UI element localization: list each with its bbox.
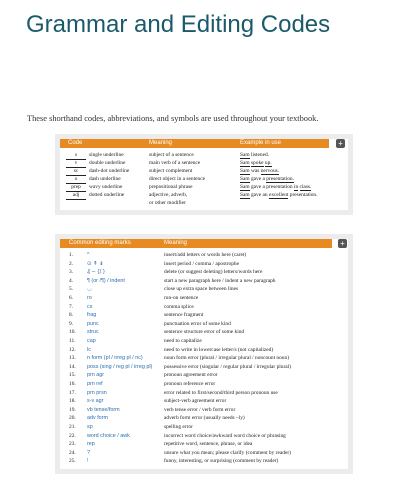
header-editing-marks: Common editing marks [69,240,131,246]
editing-meaning: need to write in lowercase letter/s (not capitalized) [164,346,274,353]
editing-code: prn ref [87,381,103,387]
editing-marks-panel [60,239,348,469]
editing-table-row [60,260,345,268]
editing-table-row [60,320,345,328]
editing-table-row [60,423,345,431]
editing-meaning: pronoun reference error [164,381,216,387]
code-example: Sam listened. [240,152,270,158]
row-number: 3. [69,269,74,276]
code-meaning: prepositional phrase [149,184,193,190]
code-name: single underline [89,152,124,158]
editing-meaning: error related to first/second/third person pronoun use [164,389,278,396]
row-number: 2. [69,260,74,267]
editing-table-row [60,277,345,285]
row-number: 15. [69,372,76,379]
row-number: 10. [69,329,76,336]
code-table-row [60,167,340,175]
row-number: 24. [69,449,76,456]
editing-meaning: close up extra space between lines [164,286,239,293]
editing-meaning: pronoun agreement error [164,372,218,379]
code-table-row [60,199,340,207]
editing-meaning: delete (or suggest deleting) letters/words here [164,269,263,276]
code-meaning: main verb of a sentence [149,160,201,166]
editing-meaning: need to capitalize [164,338,202,344]
editing-code: prn agr [87,372,105,379]
header-example: Example in use [240,140,282,146]
row-number: 20. [69,415,76,422]
row-number: 25. [69,458,76,465]
expand-table-2-plus-icon[interactable]: + [338,239,347,248]
row-number: 17. [69,389,76,396]
editing-table-row [60,414,345,422]
code-mark: sc [66,167,86,176]
row-number: 6. [69,295,74,301]
row-number: 16. [69,381,76,387]
code-mark: prep [66,183,86,192]
editing-meaning: subject-verb agreement error [164,398,227,405]
editing-table-row [60,363,345,371]
editing-code: ? [87,449,90,456]
code-meaning: subject complement [149,168,193,174]
code-example: Sam gave an excellent presentation. [240,192,318,198]
row-number: 7. [69,303,74,310]
code-name: dash-dot underline [89,168,130,174]
editing-table-row [60,268,345,276]
editing-table-row [60,397,345,405]
editing-code: ¶ (or /¶) / indent [87,277,125,284]
row-number: 21. [69,424,76,430]
editing-meaning: adverb form error (usually needs –ly) [164,415,245,422]
editing-code: punc [87,320,99,327]
editing-code: frag [87,312,97,319]
editing-table-row [60,354,345,362]
code-example: Sam was nervous. [240,168,280,174]
editing-code: ₰ ∼ {⁒ } [87,269,105,276]
editing-code: cs [87,303,93,310]
row-number: 13. [69,355,76,362]
editing-meaning: unsure what you mean; please clarify (comment by reader) [164,449,291,456]
editing-table-row [60,449,345,457]
page-title: Grammar and Editing Codes [26,11,331,38]
editing-table-row [60,380,345,388]
editing-code: word choice / awk [87,432,130,439]
code-table-row [60,183,340,191]
editing-code: adv form [87,415,108,422]
editing-meaning: comma splice [164,303,194,310]
row-number: 4. [69,277,74,284]
header-code: Code [68,140,83,146]
editing-meaning: incorrect word choice/awkward word choice or phrasing [164,432,286,439]
header-meaning: Meaning [149,140,173,146]
editing-table-header [60,239,332,248]
editing-table-row [60,294,345,302]
expand-table-1-plus-icon[interactable]: + [336,139,345,148]
code-meaning: or other modifier [149,200,186,206]
editing-code: ⊙ ↟ ↡ [87,260,104,267]
editing-code: vb tense/form [87,406,120,413]
intro-text: These shorthand codes, abbreviations, and symbols are used throughout your textbook. [27,114,319,123]
editing-code: poss (sing / reg pl / irreg pl) [87,363,153,370]
editing-meaning: possessive error (singular / regular plural / irregular plural) [164,363,291,370]
editing-code: s-v agr [87,398,104,405]
code-mark: v [66,159,86,168]
code-mark: s [66,151,86,160]
editing-code: n form (pl / irreg pl / nc) [87,355,143,362]
editing-code: cap [87,338,96,344]
header-editing-meaning: Meaning [164,240,188,246]
code-table-row [60,175,340,183]
editing-meaning: funny, interesting, or surprising (comment by reader) [164,458,279,465]
editing-meaning: punctuation error of some kind [164,320,231,327]
editing-meaning: sentence fragment [164,312,204,319]
row-number: 12. [69,346,76,353]
row-number: 18. [69,398,76,405]
editing-meaning: start a new paragraph here / indent a new paragraph [164,277,276,284]
code-meaning: direct object in a sentence [149,176,205,182]
editing-code: ^ [87,252,90,258]
row-number: 8. [69,312,74,319]
row-number: 22. [69,432,76,439]
code-table-panel [60,139,348,210]
code-table-header [60,139,329,148]
editing-code: sp [87,424,93,430]
code-table-row [60,151,340,159]
editing-code: ro [87,295,92,301]
editing-meaning: repetitive word, sentence, phrase, or idea [164,441,253,448]
row-number: 1. [69,252,74,258]
code-meaning: adjective, adverb, [149,192,188,198]
editing-code: rep [87,441,95,448]
row-number: 19. [69,406,76,413]
code-table-row [60,191,340,199]
editing-table-row [60,251,345,259]
code-example: Sam gave a presentation in class. [240,184,312,190]
row-number: 11. [69,338,76,344]
editing-table-row [60,337,345,345]
code-name: dash underline [89,176,121,182]
row-number: 5. [69,286,74,293]
code-meaning: subject of a sentence [149,152,194,158]
editing-table-row [60,311,345,319]
code-mark: adj [66,191,86,200]
row-number: 9. [69,320,74,327]
editing-meaning: verb tense error / verb form error [164,406,236,413]
editing-code: ! [87,458,89,465]
editing-table-row [60,346,345,354]
editing-code: struc [87,329,99,336]
row-number: 23. [69,441,76,448]
editing-meaning: spelling error [164,424,193,430]
editing-table-row [60,303,345,311]
code-table-row [60,159,340,167]
editing-table-row [60,432,345,440]
code-example: Sam spoke up. [240,160,272,166]
editing-code: prn prsn [87,389,107,396]
code-name: double underline [89,160,126,166]
editing-meaning: run-on sentence [164,295,199,301]
editing-table-row [60,440,345,448]
editing-table-row [60,285,345,293]
code-name: wavy underline [89,184,123,190]
editing-table-row [60,457,345,465]
row-number: 14. [69,363,76,370]
code-name: dotted underline [89,192,125,198]
editing-table-row [60,371,345,379]
editing-table-row [60,328,345,336]
code-example: Sam gave a presentation. [240,176,294,182]
editing-table-row [60,389,345,397]
code-mark: o [66,175,86,184]
editing-meaning: sentence structure error of some kind [164,329,245,336]
editing-meaning: insert/add letters or words here (caret) [164,252,247,258]
editing-table-row [60,406,345,414]
editing-code: ◡ [87,286,92,293]
editing-meaning: noun form error (plural / irregular plural / noncount noun) [164,355,289,362]
editing-code: lc [87,346,91,353]
editing-meaning: insert period / comma / apostrophe [164,260,240,267]
